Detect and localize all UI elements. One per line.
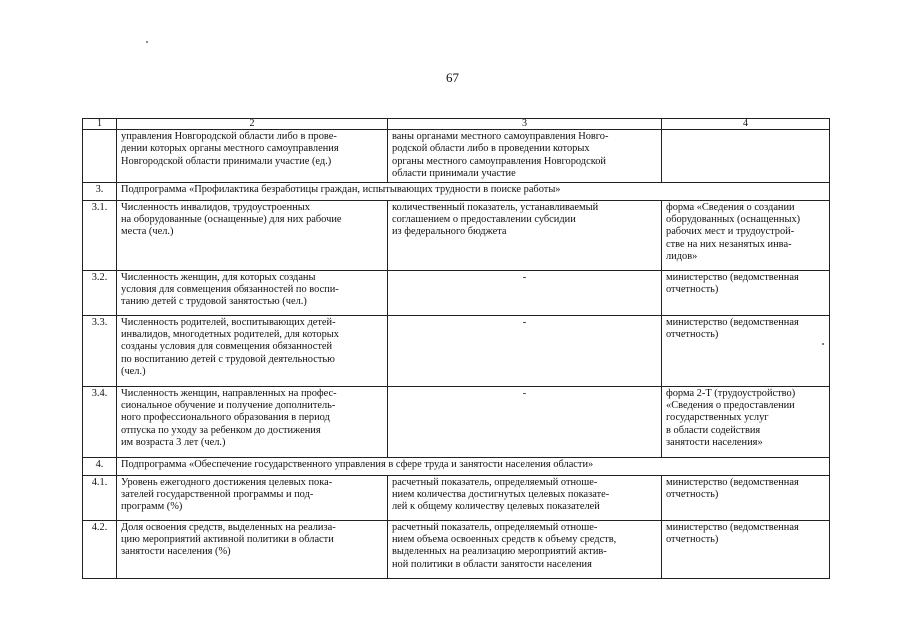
column-header: 1 [83,119,117,130]
table-row [83,520,830,578]
data-source-cell: министерство (ведомственная отчетность) [662,315,830,386]
indicator-name-cell: Численность женщин, для которых созданы условия для совмещения обязанностей по воспи- танию детей с трудовой занятостью (чел.) [117,270,388,315]
indicator-name-cell: Численность инвалидов, трудоустроенных на оборудованные (оснащенные) для них рабочие места (чел.) [117,200,388,270]
column-header: 3 [388,119,662,130]
data-source-cell: министерство (ведомственная отчетность) [662,270,830,315]
indicator-name-cell: управления Новгородской области либо в прове- дении которых органы местного самоуправления Новгородской области принимали участие (ед.) [117,130,388,183]
calculation-method-cell: - [388,315,662,386]
table-row-continuation [83,130,830,183]
calculation-method-cell: ваны органами местного самоуправления Новго- родской области либо в проведении которых органы местного самоуправления Новгородской области принимали участие [388,130,662,183]
row-number-cell: 3.3. [83,315,117,386]
table-row [83,475,830,520]
row-number-cell: 4.2. [83,520,117,578]
column-header: 4 [662,119,830,130]
table-row [83,315,830,386]
page-number: 67 [446,70,459,85]
calculation-method-cell: расчетный показатель, определяемый отноше- нием объема освоенных средств к объему средств, выделенных на реализацию мероприятий актив- ной политики в области занятости населения [388,520,662,578]
table-row [83,200,830,270]
indicator-name-cell: Доля освоения средств, выделенных на реализа- цию мероприятий активной политики в области занятости населения (%) [117,520,388,578]
row-number-cell: 3.4. [83,386,117,457]
data-source-cell: министерство (ведомственная отчетность) [662,520,830,578]
row-number-cell: 4.1. [83,475,117,520]
table-header-row [83,119,830,130]
section-row [83,457,830,475]
section-number: 4. [83,457,117,475]
section-number: 3. [83,182,117,200]
data-source-cell: форма 2-Т (трудоустройство) «Сведения о предоставлении государственных услуг в области содействия занятости населения» [662,386,830,457]
indicator-name-cell: Численность родителей, воспитывающих детей- инвалидов, многодетных родителей, для которых созданы условия для совмещения обязанностей по воспитанию детей с трудовой деятельностью (чел.) [117,315,388,386]
row-number-cell: 3.1. [83,200,117,270]
table-row [83,386,830,457]
row-number-cell: 3.2. [83,270,117,315]
indicator-table [82,118,830,579]
calculation-method-cell: количественный показатель, устанавливаемый соглашением о предоставлении субсидии из федерального бюджета [388,200,662,270]
indicator-name-cell: Численность женщин, направленных на профес- сиональное обучение и получение дополнитель- ного профессионального образования в период отпуска по уходу за ребенком до достижения им возраста 3 лет (чел.) [117,386,388,457]
data-source-cell: форма «Сведения о создании оборудованных (оснащенных) рабочих мест и трудоустрой- стве на них незанятых инва- лидов» [662,200,830,270]
calculation-method-cell: - [388,386,662,457]
data-source-cell: министерство (ведомственная отчетность) [662,475,830,520]
column-header: 2 [117,119,388,130]
data-source-cell [662,130,830,183]
calculation-method-cell: расчетный показатель, определяемый отноше- нием количества достигнутых целевых показате- лей к общему количеству целевых показателей [388,475,662,520]
table-row [83,270,830,315]
scan-speck [146,41,148,43]
indicator-name-cell: Уровень ежегодного достижения целевых пока- зателей государственной программы и под- программ (%) [117,475,388,520]
row-number-cell [83,130,117,183]
section-title: Подпрограмма «Обеспечение государственного управления в сфере труда и занятости населения области» [117,457,830,475]
calculation-method-cell: - [388,270,662,315]
section-title: Подпрограмма «Профилактика безработицы граждан, испытывающих трудности в поиске работы» [117,182,830,200]
section-row [83,182,830,200]
